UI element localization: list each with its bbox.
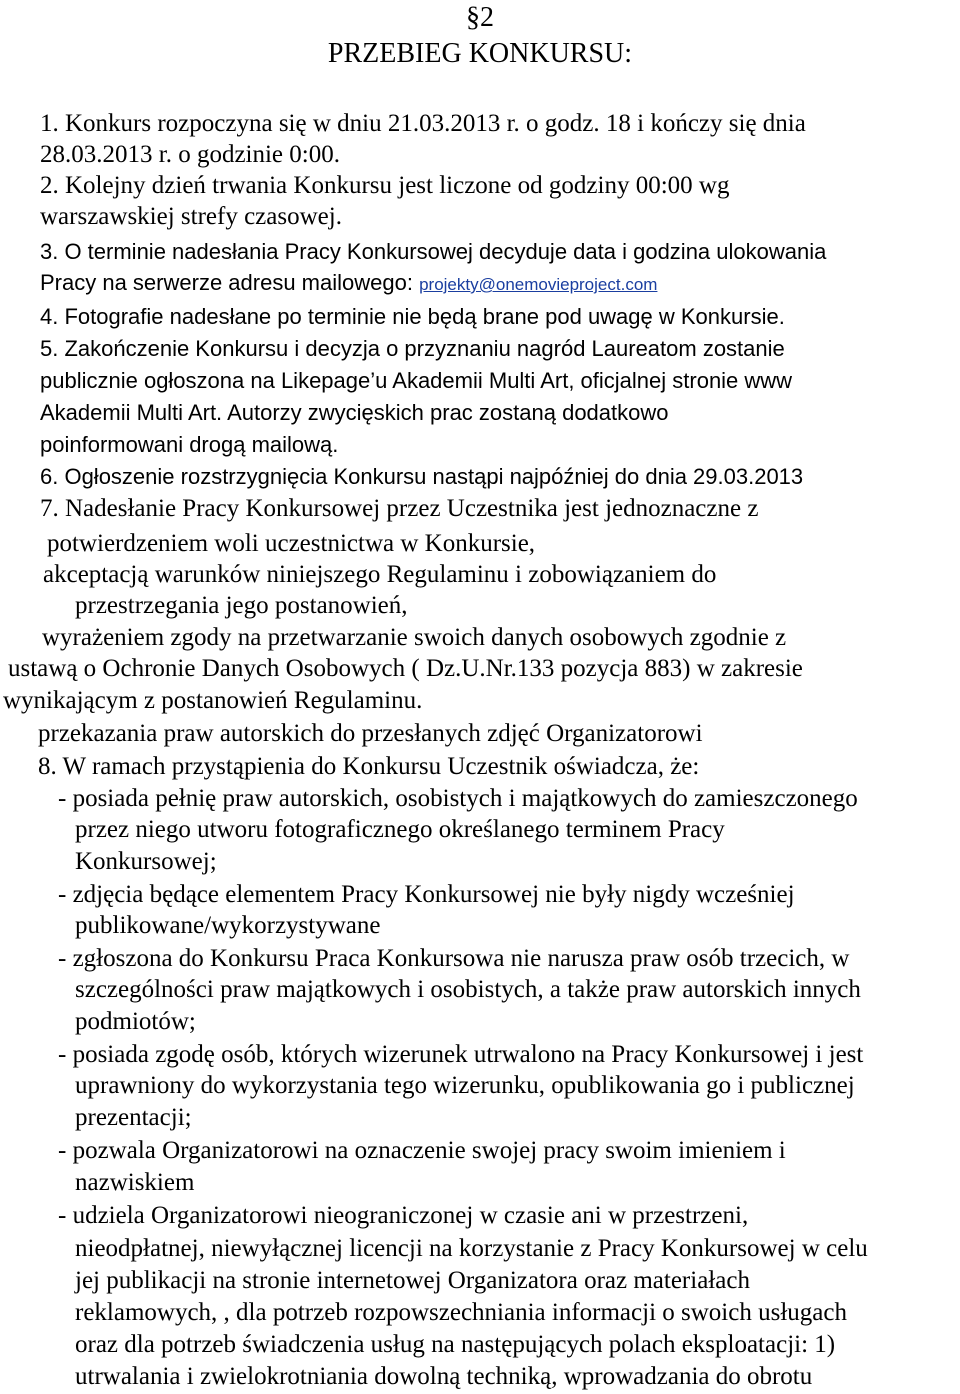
item-7-line-1: 7. Nadesłanie Pracy Konkursowej przez Uczestnika jest jednoznaczne z: [40, 495, 759, 522]
bullet-6-line-5: oraz dla potrzeb świadczenia usług na następujących polach eksploatacji: 1): [75, 1331, 836, 1358]
item-8: 8. W ramach przystąpienia do Konkursu Uczestnik oświadcza, że:: [38, 753, 700, 780]
bullet-4-line-2: uprawniony do wykorzystania tego wizerunku, opublikowania go i publicznej: [75, 1072, 855, 1099]
bullet-3-line-2: szczególności praw majątkowych i osobistych, a także praw autorskich innych: [75, 976, 861, 1003]
bullet-5-line-1: - pozwala Organizatorowi na oznaczenie swojej pracy swoim imieniem i: [58, 1137, 786, 1164]
bullet-1-line-2: przez niego utworu fotograficznego określanego terminem Pracy: [75, 816, 725, 843]
item-5-line-2: publicznie ogłoszona na Likepage’u Akademii Multi Art, oficjalnej stronie www: [40, 368, 793, 393]
bullet-6-line-6: utrwalania i zwielokrotniania dowolną techniką, wprowadzania do obrotu: [75, 1363, 813, 1390]
bullet-4-line-1: - posiada zgodę osób, których wizerunek utrwalono na Pracy Konkursowej i jest: [58, 1041, 864, 1068]
item-5-line-3: Akademii Multi Art. Autorzy zwycięskich prac zostaną dodatkowo: [40, 400, 669, 425]
item-7-line-4: przestrzegania jego postanowień,: [75, 592, 408, 619]
item-1-line-2: 28.03.2013 r. o godzinie 0:00.: [40, 141, 340, 168]
bullet-3-line-3: podmiotów;: [75, 1008, 196, 1035]
bullet-4-line-3: prezentacji;: [75, 1104, 192, 1131]
item-3-line-1: 3. O terminie nadesłania Pracy Konkursowej decyduje data i godzina ulokowania: [40, 239, 827, 264]
bullet-5-line-2: nazwiskiem: [75, 1169, 195, 1196]
bullet-3-line-1: - zgłoszona do Konkursu Praca Konkursowa nie narusza praw osób trzecich, w: [58, 945, 850, 972]
bullet-2-line-1: - zdjęcia będące elementem Pracy Konkursowej nie były nigdy wcześniej: [58, 881, 795, 908]
item-5-line-4: poinformowani drogą mailową.: [40, 432, 339, 457]
email-link[interactable]: projekty@onemovieproject.com: [419, 275, 658, 294]
item-5-line-1: 5. Zakończenie Konkursu i decyzja o przyznaniu nagród Laureatom zostanie: [40, 336, 785, 361]
item-7-line-5: wyrażeniem zgody na przetwarzanie swoich danych osobowych zgodnie z: [42, 624, 787, 651]
bullet-6-line-4: reklamowych, , dla potrzeb rozpowszechniania informacji o swoich usługach: [75, 1299, 847, 1326]
bullet-1-line-3: Konkursowej;: [75, 848, 217, 875]
bullet-1-line-1: - posiada pełnię praw autorskich, osobistych i majątkowych do zamieszczonego: [58, 785, 858, 812]
bullet-6-line-3: jej publikacji na stronie internetowej Organizatora oraz materiałach: [75, 1267, 750, 1294]
section-title: PRZEBIEG KONKURSU:: [327, 38, 633, 69]
item-7-line-7: wynikającym z postanowień Regulaminu.: [3, 687, 423, 714]
item-6: 6. Ogłoszenie rozstrzygnięcia Konkursu nastąpi najpóźniej do dnia 29.03.2013: [40, 464, 804, 489]
item-3-text: Pracy na serwerze adresu mailowego:: [40, 270, 413, 295]
item-1-line-1: 1. Konkurs rozpoczyna się w dniu 21.03.2013 r. o godz. 18 i kończy się dnia: [40, 110, 806, 137]
bullet-6-line-2: nieodpłatnej, niewyłącznej licencji na korzystanie z Pracy Konkursowej w celu: [75, 1235, 868, 1262]
item-7-line-2: potwierdzeniem woli uczestnictwa w Konkursie,: [47, 530, 536, 557]
item-7-line-6: ustawą o Ochronie Danych Osobowych ( Dz.U.Nr.133 pozycja 883) w zakresie: [8, 655, 803, 682]
item-3-line-2: [40, 268, 657, 300]
item-7-line-8: przekazania praw autorskich do przesłanych zdjęć Organizatorowi: [38, 720, 703, 747]
item-4: 4. Fotografie nadesłane po terminie nie będą brane pod uwagę w Konkursie.: [40, 304, 785, 329]
section-number: §2: [466, 2, 494, 33]
bullet-6-line-1: - udziela Organizatorowi nieograniczonej w czasie ani w przestrzeni,: [58, 1202, 749, 1229]
item-2-line-1: 2. Kolejny dzień trwania Konkursu jest liczone od godziny 00:00 wg: [40, 172, 730, 199]
bullet-2-line-2: publikowane/wykorzystywane: [75, 912, 381, 939]
item-2-line-2: warszawskiej strefy czasowej.: [40, 203, 342, 230]
item-7-line-3: akceptacją warunków niniejszego Regulaminu i zobowiązaniem do: [43, 561, 717, 588]
